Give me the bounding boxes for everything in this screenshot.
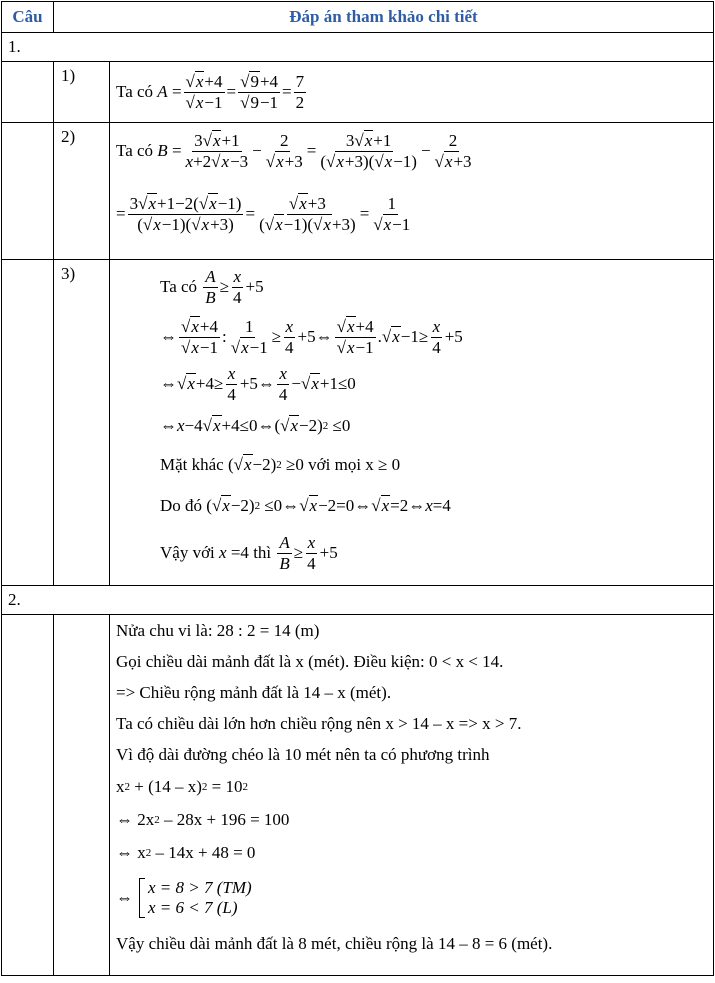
- q1-row: [2, 62, 714, 123]
- answer-table: [1, 1, 714, 976]
- p2-cases: ⇔ x = 8 > 7 (TM) x = 6 < 7 (L): [116, 878, 252, 917]
- header-row: [2, 2, 714, 33]
- q1-number: 1): [54, 62, 110, 123]
- q3-empty: [2, 260, 54, 586]
- part2-content-row: [2, 615, 714, 976]
- p2-line-3: => Chiều rộng mảnh đất là 14 – x (mét).: [116, 682, 392, 702]
- q2-answer: Ta có B = $\frac{3√ x+1}{x+2√ x-3}$ − 2 √ x+3 = $\frac{3√ x+1}{(√ x+3)(√ x-1)}$ − 2 √ x+3 = $\frac{3√ x+1-2(√ x-1)}{(√ x-1)(√ x+3)}$ = √ $\frac{x+3}{(√ x-1)(√ x+3)}$ = 1 √ x−1: [110, 123, 714, 260]
- p2-eq-3: ⇔ x 2 – 14x + 48 = 0: [116, 842, 256, 862]
- q2-empty: [2, 123, 54, 260]
- header-answer: Đáp án tham khảo chi tiết: [54, 2, 714, 33]
- p2-line-5: Vì độ dài đường chéo là 10 mét nên ta có phương trình: [116, 744, 490, 764]
- q1-answer: Ta có A = √ x+4 √ x−1 = √ 9+4 √ 9−1 = $\frac{7}{2}$: [110, 62, 714, 123]
- part2-empty1: [2, 615, 54, 976]
- part2-row: [2, 586, 714, 615]
- q3-answer: Ta có $\frac{A}{B}$ ≥ $\frac{x}{4}$ +5 ⇔ √ x+4 √ x−1 : 1 √ x−1 ≥ $\frac{x}{4}$ +5⇔ √ x+4 √ x−1 . √ x −1≥ $\frac{x}{4}$ +5 ⇔ √ x +4≥ $\frac{x}{4}$ +5⇔ $\frac{x}{4}$ − √ x +1≤0 ⇔ x −4 √ x +4≤0⇔( √ x −2) 2 ≤0 Mặt khác ( √ x −2) 2 ≥0 với mọi x ≥ 0 Do đó ( √ x −2) 2 ≤0⇔ √ x −2=0⇔ √ x =2⇔ x =4 Vậy với x =4 thì $\frac{A}{B}$ ≥ $\frac{x}{4}$ +5: [110, 260, 714, 586]
- p2-conclusion: Vậy chiều dài mảnh đất là 8 mét, chiều rộng là 14 – 8 = 6 (mét).: [116, 934, 553, 953]
- p2-line-1: Nửa chu vi là: 28 : 2 = 14 (m): [116, 620, 320, 640]
- p2-line-4: Ta có chiều dài lớn hơn chiều rộng nên x > 14 – x => x > 7.: [116, 713, 522, 733]
- q1-empty: [2, 62, 54, 123]
- q3-number: 3): [54, 260, 110, 586]
- p2-line-2: Gọi chiều dài mảnh đất là x (mét). Điều kiện: 0 < x < 14.: [116, 651, 504, 671]
- q2-row: [2, 123, 714, 260]
- part2-answer: [110, 615, 714, 976]
- part2-empty2: [54, 615, 110, 976]
- q2-number: 2): [54, 123, 110, 260]
- header-cau: Câu: [2, 2, 54, 33]
- q3-row: [2, 260, 714, 586]
- p2-eq-2: ⇔ 2x 2 – 28x + 196 = 100: [116, 809, 290, 829]
- p2-eq-1: x 2 + (14 – x) 2 = 10 2: [116, 776, 249, 796]
- part2-label: 2.: [2, 586, 714, 615]
- part1-row: [2, 33, 714, 62]
- part1-label: 1.: [2, 33, 714, 62]
